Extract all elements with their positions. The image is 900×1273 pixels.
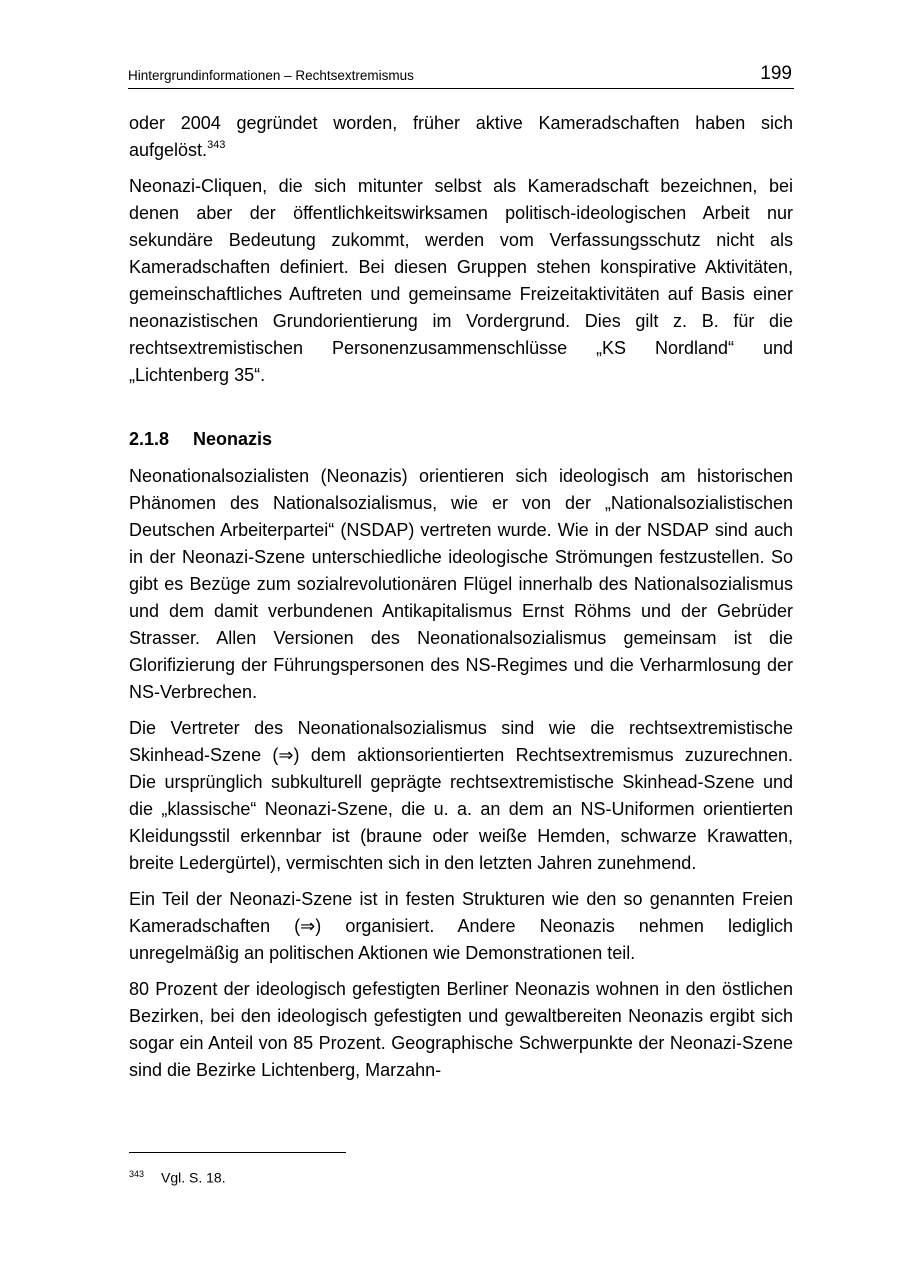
page-body [129,110,793,1093]
section-title: Neonazis [193,429,273,449]
page-number: 199 [760,63,792,84]
paragraph: Neonazi-Cliquen, die sich mitunter selbst als Kameradschaft bezeichnen, bei denen aber der öffentlichkeitswirksamen politisch-ideologischen Arbeit nur sekundäre Bedeutung zukommt, werden vom Verfassungsschutz nicht als Kameradschaften definiert. Bei diesen Gruppen stehen konspirative Aktivitäten, gemeinschaftliches Auftreten und gemeinsame Freizeitaktivitäten auf Basis einer neonazistischen Grundorientierung im Vordergrund. Dies gilt z. B. für die rechtsextremistischen Personenzusammenschlüsse „KS Nordland“ und „Lichtenberg 35“. [129,176,793,385]
footnote-separator [129,1152,346,1153]
paragraph: oder 2004 gegründet worden, früher aktive Kameradschaften haben sich aufgelöst.$^{343}$ [129,113,793,160]
paragraph: Die Vertreter des Neonationalsozialismus sind wie die rechtsextremistische Skinhead-Szene (⇒) dem aktionsorientierten Rechtsextremismus zuzurechnen. Die ursprünglich subkulturell geprägte rechtsextremistische Skinhead-Szene und die „klassische“ Neonazi-Szene, die u. a. an dem an NS-Uniformen orientierten Kleidungsstil erkennbar ist (braune oder weiße Hemden, schwarze Krawatten, breite Ledergürtel), vermischten sich in den letzten Jahren zunehmend. [129,718,793,873]
running-title: Hintergrundinformationen – Rechtsextremismus [128,68,414,83]
running-header [128,62,794,89]
footnote-number: 343 [129,1169,145,1179]
section-number: 2.1.8 [129,429,170,449]
footnote-text: Vgl. S. 18. [161,1169,226,1186]
footnote [129,1164,226,1188]
section-heading [129,425,793,453]
paragraph: 80 Prozent der ideologisch gefestigten Berliner Neonazis wohnen in den östlichen Bezirken, bei den ideologisch gefestigten und gewaltbereiten Neonazis ergibt sich sogar ein Anteil von 85 Prozent. Geographische Schwerpunkte der Neonazi-Szene sind die Bezirke Lichtenberg, Marzahn- [129,979,793,1080]
footnote-ref[interactable]: 343 [207,139,226,151]
paragraph: Ein Teil der Neonazi-Szene ist in festen Strukturen wie den so genannten Freien Kameradschaften (⇒) organisiert. Andere Neonazis nehmen lediglich unregelmäßig an politischen Aktionen wie Demonstrationen teil. [129,889,793,963]
paragraph: Neonationalsozialisten (Neonazis) orientieren sich ideologisch am historischen Phänomen des Nationalsozialismus, wie er von der „Nationalsozialistischen Deutschen Arbeiterpartei“ (NSDAP) vertreten wurde. Wie in der NSDAP sind auch in der Neonazi-Szene unterschiedliche ideologische Strömungen festzustellen. So gibt es Bezüge zum sozialrevolutionären Flügel innerhalb des Nationalsozialismus und dem damit verbundenen Antikapitalismus Ernst Röhms und der Gebrüder Strasser. Allen Versionen des Neonationalsozialismus gemeinsam ist die Glorifizierung der Führungspersonen des NS-Regimes und die Verharmlosung der NS-Verbrechen. [129,466,793,702]
